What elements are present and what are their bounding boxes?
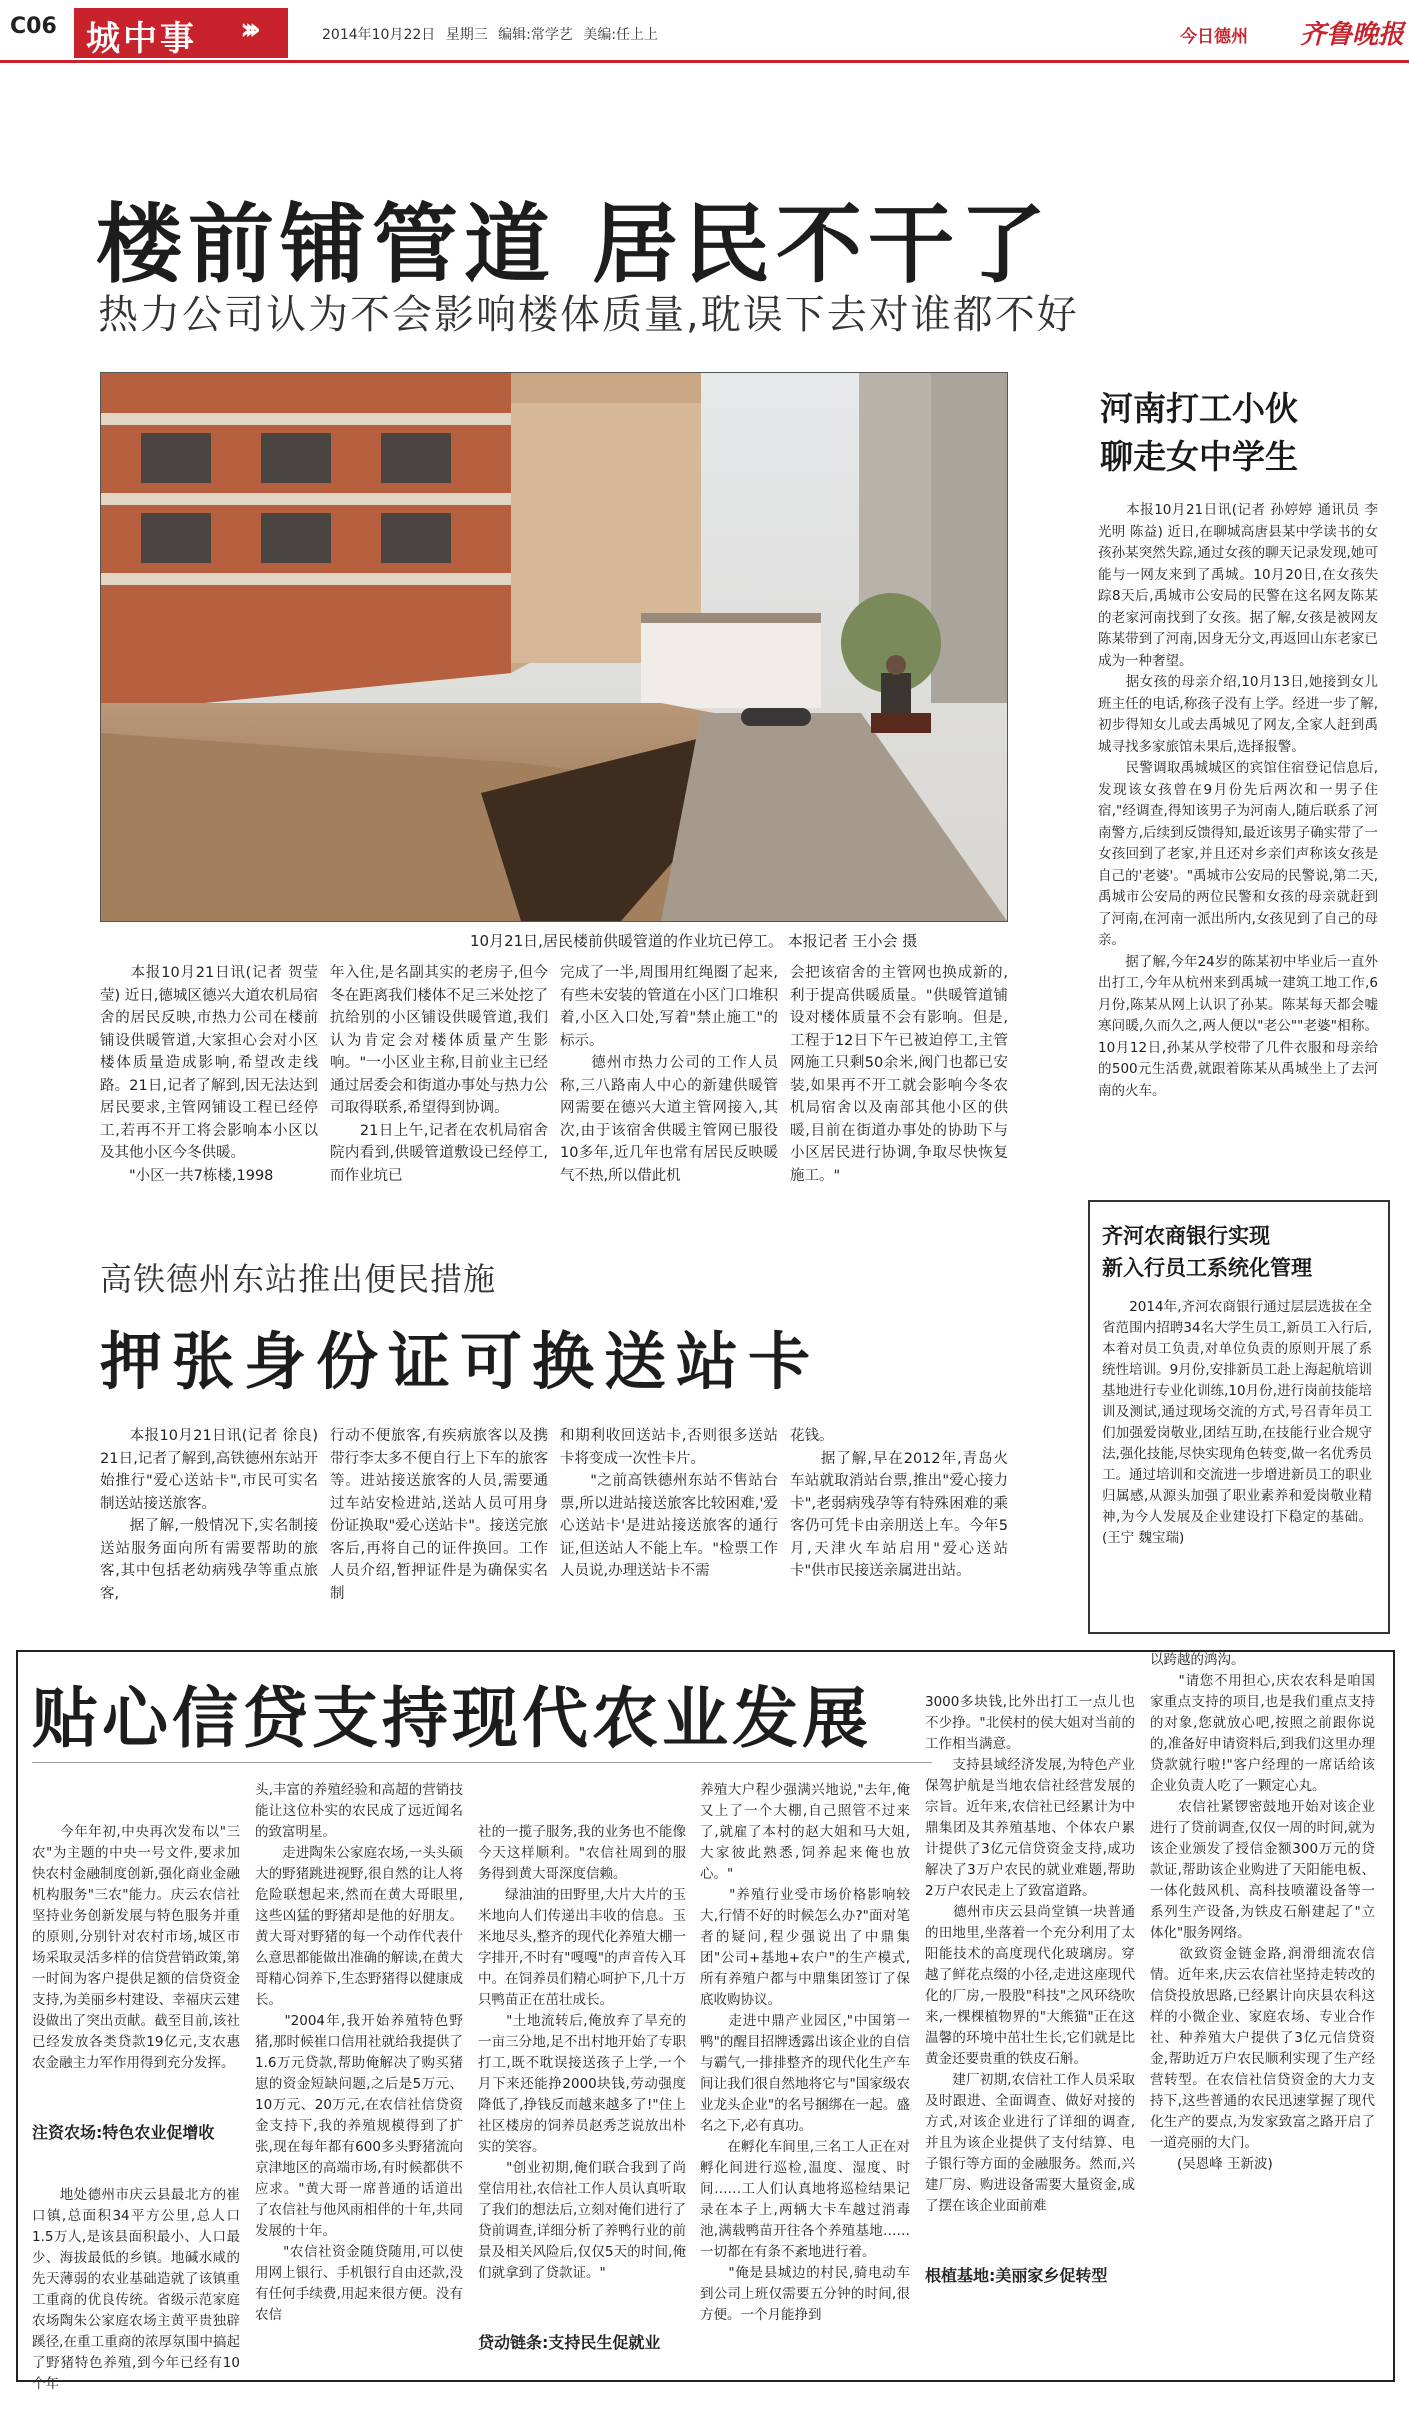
story2-kicker: 高铁德州东站推出便民措施 (100, 1260, 497, 1298)
story3-column-1 (32, 1780, 240, 2416)
masthead (0, 0, 1409, 66)
edition-label: 今日德州 (1180, 27, 1248, 47)
story3-subheading-3: 根植基地:美丽家乡促转型 (925, 2266, 1108, 2285)
story3-col5-text: 3000多块钱,比外出打工一点儿也不少挣。"北侯村的侯大姐对当前的工作相当满意。 支持县域经济发展,为特色产业保驾护航是当地农信社经营发展的宗旨。近年来,农信社已经累计为中鼎集团及其养殖基地、个体农户累计提供了3亿元信贷资金支持,成功解决了3万户农民的就业难题,帮助2万户农民走上了致富道路。 德州市庆云县尚堂镇一块普通的田地里,坐落着一个充分利用了太阳能技术的高度现代化玻璃房。穿越了鲜花点缀的小径,走进这座现代化的厂房,一股股"科技"之风环绕吹来,一棵棵植物界的"大熊猫"正在这温馨的环境中茁壮生长,它们就是比黄金还要贵重的铁皮石斛。 建厂初期,农信社工作人员采取及时跟进、全面调查、做好对接的方式,对该企业进行了详细的调查,并且为该企业提供了支付结算、电子银行等方面的金融服务。然而,兴建厂房、购进设备需要大量资金,成了摆在该企业面前难 (925, 1694, 1135, 2214)
sidebar-box-title: 齐河农商银行实现 新入行员工系统化管理 (1102, 1224, 1312, 1280)
story3-col3-text: 社的一揽子服务,我的业务也不能像今天这样顺利。"农信社周到的服务得到黄大哥深度信赖。 绿油油的田野里,大片大片的玉米地向人们传递出丰收的信息。玉米地尽头,整齐的现代化养殖大棚一字排开,不时有"嘎嘎"的声音传入耳中。在饲养员们精心呵护下,几十万只鸭苗正在茁壮成长。 "土地流转后,俺放弃了旱充的一亩三分地,足不出村地开始了专职打工,既不耽误接送孩子上学,一个月下来还能挣2000块钱,劳动强度降低了,挣钱反而越来越多了!"住上社区楼房的饲养员赵秀芝说放出朴实的笑容。 "创业初期,俺们联合我到了尚堂信用社,农信社工作人员认真听取了我们的想法后,立刻对俺们进行了贷前调查,详细分析了养鸭行业的前景及相关风险后,仅仅5天的时间,俺们就拿到了贷款证。" (478, 1824, 686, 2281)
lead-column-2: 年入住,是名副其实的老房子,但今冬在距离我们楼体不足三米处挖了抗给别的小区铺设供暖管道,我们认为肯定会对楼体质量产生影响。"一小区业主称,目前业主已经通过居委会和街道办事处与热力公司取得联系,希望得到协调。 21日上午,记者在农机局宿舍院内看到,供暖管道敷设已经停工,而作业坑已 (330, 965, 548, 1184)
designer-credit: 美编:任上上 (583, 27, 659, 43)
section-name: 城中事 (86, 19, 197, 59)
sidebar-box-body: 2014年,齐河农商银行通过层层选拔在全省范围内招聘34名大学生员工,新员工入行后,本着对员工负责,对单位负责的原则开展了系统性培训。9月份,安排新员工赴上海起航培训基地进行专业化训练,10月份,进行岗前技能培训及测试,通过现场交流的方式,号召青年员工们加强爱岗敬业,团结互助,在技能行业合规守法,强化技能,尽快实现角色转变,做一名优秀员工。通过培训和交流进一步增进新员工的职业归属感,从源头加强了职业素养和爱岗敬业精神,为今人发展及企业建设打下稳定的基础。 (王宁 魏宝瑞) (1102, 1299, 1377, 1546)
lead-column-1: 本报10月21日讯(记者 贺莹莹) 近日,德城区德兴大道农机局宿舍的居民反映,市热力公司在楼前铺设供暖管道,大家担心会对小区楼体质量造成影响,希望改走线路。21日,记者了解到,因无法达到居民要求,主管网铺设工程已经停工,若再不开工将会影响本小区以及其他小区今冬供暖。 "小区一共7栋楼,1998 (100, 965, 318, 1184)
page-number: C06 (10, 14, 57, 39)
construction-photo (101, 373, 1007, 921)
story2-column-3: 和期利收回送站卡,否则很多送站卡将变成一次性卡片。 "之前高铁德州东站不售站台票,所以进站接送旅客比较困难,'爱心送站卡'是进站接送旅客的通行证,但送站人不能上车。"检票工作人员说,办理送站卡不需 (560, 1428, 778, 1579)
lead-headline: 楼前铺管道 居民不干了 (96, 195, 1052, 295)
headline-divider (32, 1762, 932, 1763)
lead-column-4: 会把该宿舍的主管网也换成新的,利于提高供暖质量。"供暖管道铺设对楼体质量不会有影响。但是,工程于12日下午已被迫停工,主管网施工只剩50余米,阀门也都已安装,如果再不开工就会影响今冬农机局宿舍以及南部其他小区的供暖,目前在街道办事处的协助下与小区居民进行协调,争取尽快恢复施工。" (790, 965, 1008, 1184)
story3-column-4: 养殖大户程少强满兴地说,"去年,俺又上了一个大棚,自己照管不过来了,就雇了本村的赵大姐和马大姐,大家彼此熟悉,饲养起来俺也放心。" "养殖行业受市场价格影响较大,行情不好的时候怎么办?"面对笔者的疑问,程少强说出了中鼎集团"公司+基地+农户"的生产模式,所有养殖户都与中鼎集团签订了保底收购协议。 走进中鼎产业园区,"中国第一鸭"的醒目招牌透露出该企业的自信与霸气,一排排整齐的现代化生产车间让我们很自然地将它与"国家级农业龙头企业"的名号捆绑在一起。盛名之下,必有真功。 在孵化车间里,三名工人正在对孵化间进行巡检,温度、湿度、时间……工人们认真地将巡检结果记录在本子上,两辆大卡车越过消毒池,满载鸭苗开往各个养殖基地……一切都在有条不紊地进行着。 "俺是县城边的村民,骑电动车到公司上班仅需要五分钟的时间,很方便。一个月能挣到 (700, 1782, 910, 2323)
issue-date: 2014年10月22日 (322, 27, 436, 43)
story3-column-6: 以跨越的鸿沟。 "请您不用担心,庆农农科是咱国家重点支持的项目,也是我们重点支持的对象,您就放心吧,按照之前跟你说的,准备好申请资料后,到我们这里办理贷款就行啦!"客户经理的一席话给该企业负责人吃了一颗定心丸。 农信社紧锣密鼓地开始对该企业进行了贷前调查,仅仅一周的时间,就为该企业颁发了授信金额300万元的贷款证,帮助该企业购进了天阳能电板、一体化鼓风机、高科技喷灌设备等一系列生产设备,为铁皮石斛建起了"立体化"服务网络。 欲致资金链金路,润滑细流农信情。近年来,庆云农信社坚持走转改的信贷投放思路,已经累计向庆县农科这样的小微企业、家庭农场、专业合作社、种养殖大户提供了3亿元信贷资金,帮助近万户农民顺利实现了生产经营转型。在农信社信贷资金的大力支持下,这些普通的农民迅速掌握了现代化生产的要点,为发家致富之路开启了一道亮丽的大门。 (吴恩峰 王新波) (1150, 1652, 1375, 2172)
story3-column-3 (478, 1780, 686, 2374)
story3-subheading-2: 贷动链条:支持民生促就业 (478, 2333, 661, 2352)
issue-weekday: 星期三 (445, 27, 488, 43)
issue-meta (322, 24, 658, 44)
story2-headline: 押张身份证可换送站卡 (100, 1325, 821, 1398)
story3-col1-intro: 今年年初,中央再次发布以"三农"为主题的中央一号文件,要求加快农村金融制度创新,强化商业金融机构服务"三农"能力。庆云农信社坚持业务创新发展与特色服务并重的原则,分别针对农村市场,城区市场采取灵活多样的信贷营销政策,第一时间为客户提供足额的信贷资金支持,为美丽乡村建设、幸福庆云建设做出了突出贡献。截至目前,该社已经发放各类贷款19亿元,支农惠农金融主力军作用得到充分发挥。 (32, 1824, 240, 2071)
story2-column-1: 本报10月21日讯(记者 徐良) 21日,记者了解到,高铁德州东站开始推行"爱心送站卡",市民可实名制送站接送旅客。 据了解,一般情况下,实名制接送站服务面向所有需要帮助的旅客,其中包括老幼病残孕等重点旅客, (100, 1428, 318, 1602)
editor-credit: 编辑:常学艺 (498, 27, 573, 43)
sidebar-story-body: 本报10月21日讯(记者 孙婷婷 通讯员 李光明 陈益) 近日,在聊城高唐县某中学读书的女孩孙某突然失踪,通过女孩的聊天记录发现,她可能与一网友来到了禹城。10月20日,在女孩失踪8天后,禹城市公安局的民警在这名网友陈某的老家河南找到了女孩。据了解,女孩是被网友陈某带到了河南,因身无分文,再返回山东老家已成为一种奢望。 据女孩的母亲介绍,10月13日,她接到女儿班主任的电话,称孩子没有上学。经进一步了解,初步得知女儿或去禹城见了网友,全家人赶到禹城寻找多家旅馆未果后,选择报警。 民警调取禹城城区的宾馆住宿登记信息后,发现该女孩曾在9月份先后两次和一男子住宿,"经调查,得知该男子为河南人,随后联系了河南警方,后续到反馈得知,最近该男子确实带了一女孩回到了老家,并且还对乡亲们声称该女孩是自己的'老婆'。"禹城市公安局的民警说,第二天,禹城市公安局的两位民警和女孩的母亲就赶到了河南,在河南一派出所内,女孩见到了自己的母亲。 据了解,今年24岁的陈某初中毕业后一直外出打工,今年从杭州来到禹城一建筑工地工作,6月份,陈某从网上认识了孙某。陈某每天都会嘘寒问暖,久而久之,两人便以"老公""老婆"相称。10月12日,孙某从学校带了几件衣服和母亲给的500元生活费,就跟着陈某从禹城坐上了去河南的火车。 (1098, 502, 1378, 1099)
story3-column-5 (925, 1650, 1135, 2307)
sidebar-story-title: 河南打工小伙 聊走女中学生 (1100, 389, 1298, 476)
story2-column-4: 花钱。 据了解,早在2012年,青岛火车站就取消站台票,推出"爱心接力卡",老弱病残孕等有特殊困难的乘客仍可凭卡由亲朋送上车。今年5月,天津火车站启用"爱心送站卡"供市民接送亲属进出站。 (790, 1428, 1008, 1579)
lead-column-3: 完成了一半,周围用红绳圈了起来,有些未安装的管道在小区门口堆积着,小区入口处,写着"禁止施工"的标示。 德州市热力公司的工作人员称,三八路南人中心的新建供暖管网需要在德兴大道主管网接入,其次,由于该宿舍供暖主管网已服役10多年,近几年也常有居民反映暖气不热,所以借此机 (560, 965, 778, 1184)
newspaper-logo: 齐鲁晚报 (1300, 20, 1405, 50)
story3-subheading-1: 注资农场:特色农业促增收 (32, 2123, 215, 2142)
photo-caption: 10月21日,居民楼前供暖管道的作业坑已停工。 本报记者 王小会 摄 (470, 932, 918, 950)
story3-col1-tail: 地处德州市庆云县最北方的崔口镇,总面积34平方公里,总人口1.5万人,是该县面积最小、人口最少、海拔最低的乡镇。地碱水咸的先天薄弱的农业基础造就了该镇重工重商的优良传统。省级示范家庭农场陶朱公家庭农场主黄平贵独辟蹊径,在重工重商的浓厚氛围中搞起了野猪特色养殖,到今年已经有10个年 (32, 2187, 240, 2392)
story3-column-2: 头,丰富的养殖经验和高超的营销技能让这位朴实的农民成了远近闻名的致富明星。 走进陶朱公家庭农场,一头头硕大的野猪跳进视野,很自然的让人将危险联想起来,然而在黄大哥眼里,这些凶猛的野猪却是他的好朋友。黄大哥对野猪的每一个动作代表什么意思都能做出准确的解读,在黄大哥精心饲养下,生态野猪得以健康成长。 "2004年,我开始养殖特色野猪,那时候崔口信用社就给我提供了1.6万元贷款,帮助俺解决了购买猪崽的资金短缺问题,之后是5万元、10万元、20万元,在农信社信贷资金支持下,我的养殖规模得到了扩张,现在每年都有600多头野猪流向京津地区的高端市场,有时候都供不应求。"黄大哥一席普通的话道出了农信社与他风雨相伴的十年,共同发展的十年。 "农信社资金随贷随用,可以使用网上银行、手机银行自由还款,没有任何手续费,用起来很方便。没有农信 (255, 1782, 463, 2323)
chevron-right-icon: ››› (240, 12, 254, 47)
story2-column-2: 行动不便旅客,有疾病旅客以及携带行李太多不便自行上下车的旅客等。进站接送旅客的人员,需要通过车站安检进站,送站人员可用身份证换取"爱心送站卡"。接送完旅客后,再将自己的证件换回。工作人员介绍,暂押证件是为确保实名制 (330, 1428, 548, 1602)
story3-headline: 贴心信贷支持现代农业发展 (32, 1680, 872, 1757)
header-rule (0, 60, 1409, 63)
lead-subhead: 热力公司认为不会影响楼体质量,耽误下去对谁都不好 (98, 292, 1079, 338)
lead-photo (100, 372, 1008, 922)
